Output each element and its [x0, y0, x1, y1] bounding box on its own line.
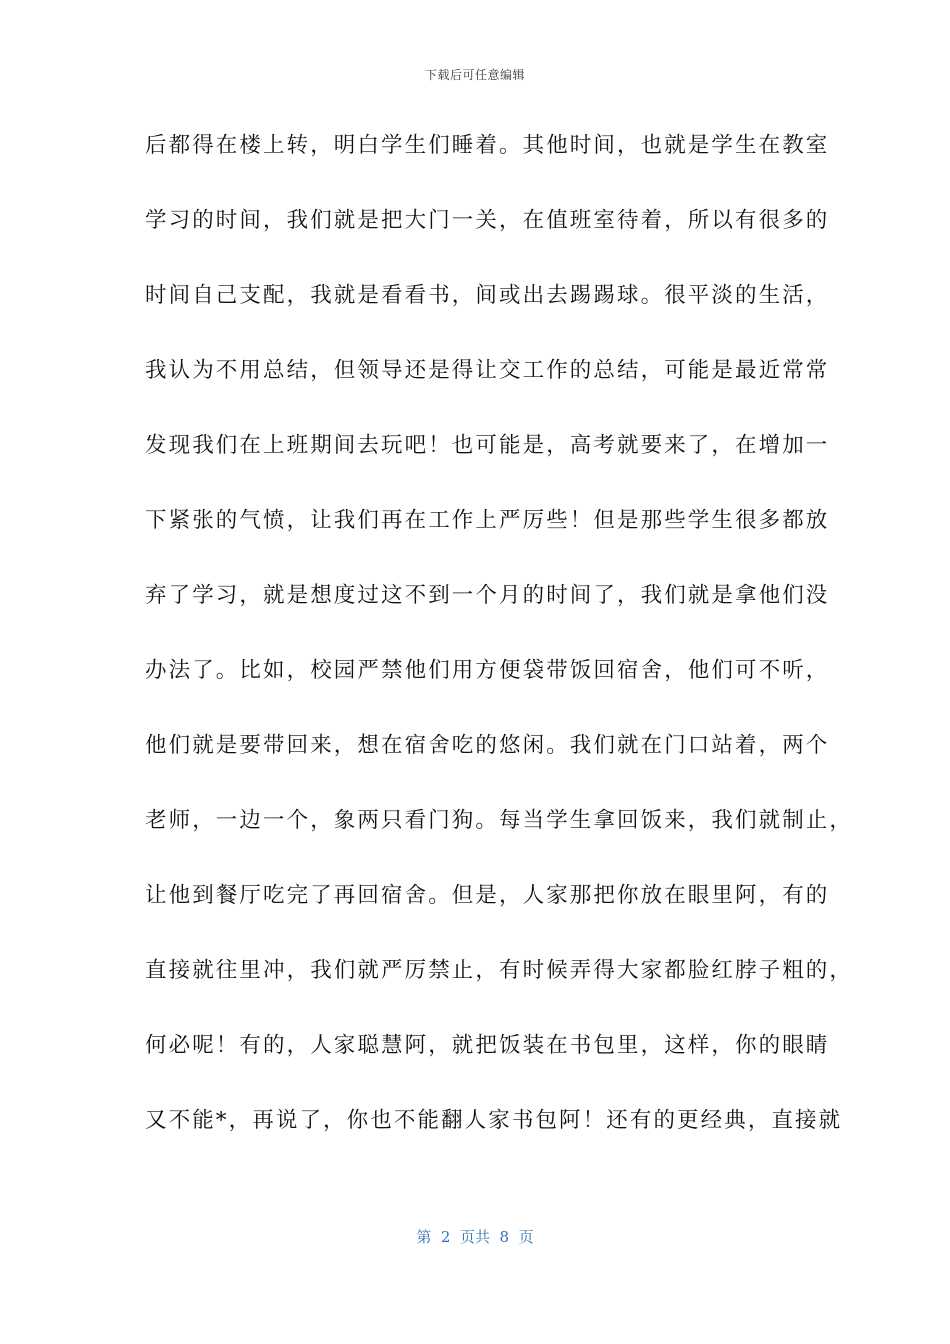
text-line: 发现我们在上班期间去玩吧！也可能是，高考就要来了，在增加一 — [145, 433, 830, 458]
text-line: 让他到餐厅吃完了再回宿舍。但是，人家那把你放在眼里阿，有的 — [145, 883, 830, 908]
text-line: 直接就往里冲，我们就严厉禁止，有时候弄得大家都脸红脖子粗的， — [145, 958, 854, 983]
page-header: 下载后可任意编辑 — [424, 68, 525, 82]
text-line: 办法了。比如，校园严禁他们用方便袋带饭回宿舍，他们可不听， — [145, 658, 830, 683]
text-line: 下紧张的气愤，让我们再在工作上严厉些！但是那些学生很多都放 — [145, 508, 830, 533]
text-line: 我认为不用总结，但领导还是得让交工作的总结，可能是最近常常 — [145, 358, 830, 383]
text-line: 弃了学习，就是想度过这不到一个月的时间了，我们就是拿他们没 — [145, 583, 830, 608]
page-number-footer: 第 2 页共 8 页 — [416, 1228, 534, 1246]
text-line: 他们就是要带回来，想在宿舍吃的悠闲。我们就在门口站着，两个 — [145, 733, 830, 758]
body-text — [145, 126, 854, 1176]
text-line: 学习的时间，我们就是把大门一关，在值班室待着，所以有很多的 — [145, 208, 830, 233]
text-line: 又不能*，再说了，你也不能翻人家书包阿！还有的更经典，直接就 — [145, 1108, 843, 1133]
text-line: 何必呢！有的，人家聪慧阿，就把饭装在书包里，这样，你的眼睛 — [145, 1033, 830, 1058]
text-line: 老师，一边一个，象两只看门狗。每当学生拿回饭来，我们就制止， — [145, 808, 854, 833]
text-line: 时间自己支配，我就是看看书，间或出去踢踢球。很平淡的生活， — [145, 283, 830, 308]
text-line: 后都得在楼上转，明白学生们睡着。其他时间，也就是学生在教室 — [145, 133, 830, 158]
